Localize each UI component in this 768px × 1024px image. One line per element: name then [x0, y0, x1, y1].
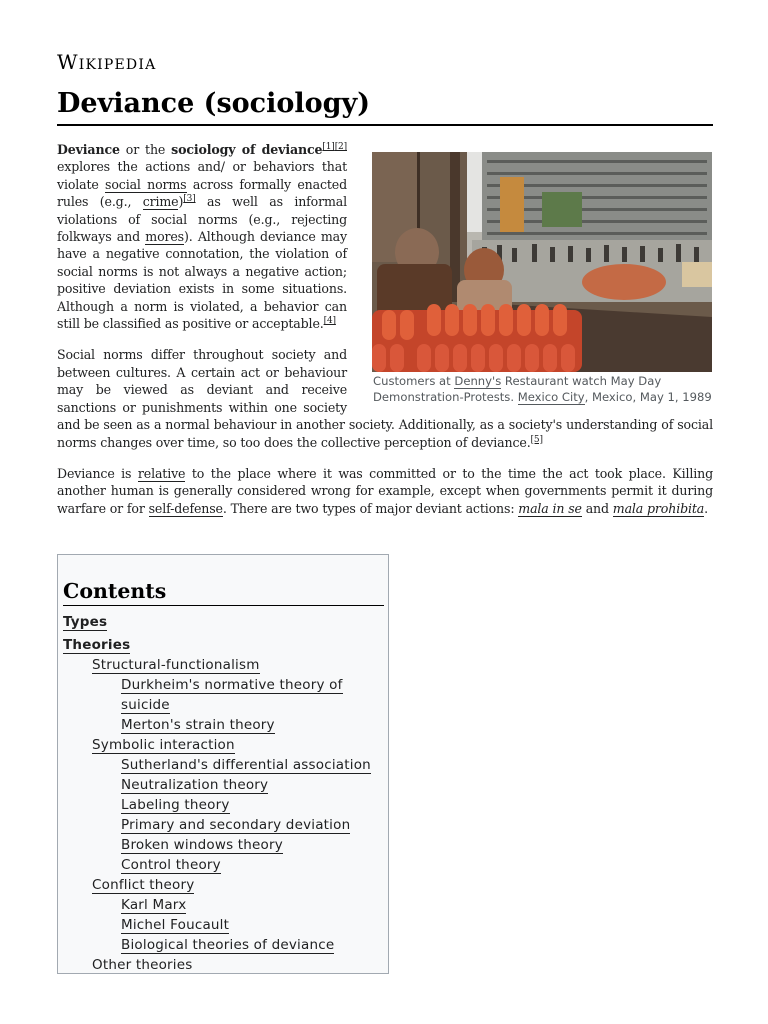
toc-title: Contents: [63, 579, 384, 606]
relative-paragraph: Deviance is relative to the place where it was committed or to the time the act took place. Killing another human is generally considered wrong for example, except when governments permit it during warfare or for self-defense. There are two types of major deviant actions: mala in se and mala prohibita.: [57, 465, 714, 516]
article-body: [57, 141, 713, 531]
toc-item-structural-functionalism[interactable]: Structural-functionalism: [92, 657, 260, 673]
toc-item-foucault[interactable]: Michel Foucault: [121, 917, 230, 933]
restaurant-photo[interactable]: [372, 152, 712, 372]
toc-list: [63, 612, 384, 974]
mala-prohibita-link[interactable]: mala prohibita: [612, 500, 705, 516]
citation-3[interactable]: [3]: [183, 194, 196, 205]
toc-item-other-theories[interactable]: Other theories: [92, 957, 193, 973]
dennys-link[interactable]: Denny's: [454, 374, 502, 388]
citation-4[interactable]: [4]: [323, 316, 336, 327]
toc-item-conflict[interactable]: Conflict theory: [92, 877, 195, 893]
mexico-city-link[interactable]: Mexico City: [517, 390, 585, 405]
toc-item-types[interactable]: Types: [63, 614, 108, 630]
toc-item-symbolic-interaction[interactable]: Symbolic interaction: [92, 737, 235, 753]
toc-item-neutralization[interactable]: Neutralization theory: [121, 777, 269, 793]
toc-item-primary-secondary[interactable]: Primary and secondary deviation: [121, 817, 351, 833]
figure-caption: Customers at Denny's Restaurant watch May Day Demonstration-Protests. Mexico City, Mexico, May 1, 1989: [373, 374, 712, 405]
toc-item-control[interactable]: Control theory: [121, 857, 221, 873]
mala-in-se-link[interactable]: mala in se: [518, 500, 582, 516]
toc-item-biological[interactable]: Biological theories of deviance: [121, 937, 335, 953]
toc-item-sutherland[interactable]: Sutherland's differential association: [121, 757, 371, 773]
toc-item-merton[interactable]: Merton's strain theory: [121, 717, 275, 733]
table-of-contents: [57, 554, 389, 974]
self-defense-link[interactable]: self-defense: [148, 500, 223, 516]
social-norms-link[interactable]: social norms: [105, 176, 187, 192]
citation-1[interactable]: [1]: [322, 142, 335, 152]
relative-link[interactable]: relative: [137, 465, 186, 481]
mores-link[interactable]: mores: [145, 229, 184, 245]
toc-item-theories[interactable]: Theories: [63, 637, 131, 653]
page-title: Deviance (sociology): [57, 86, 713, 126]
toc-item-marx[interactable]: Karl Marx: [121, 897, 187, 913]
crime-link[interactable]: crime: [142, 194, 179, 210]
toc-item-broken-windows[interactable]: Broken windows theory: [121, 837, 283, 853]
figure: [372, 152, 714, 406]
toc-item-labeling[interactable]: Labeling theory: [121, 797, 230, 813]
wikipedia-wordmark[interactable]: Wikipedia: [57, 50, 157, 74]
intro-paragraph: Deviance or the sociology of deviance[1][2] explores the actions and/ or behaviors that violate social norms across formally enacted rules (e.g., crime)[3] as well as informal violations of social norms (e.g., rejecting folkways and mores). Although deviance may have a negative connotation, the violation of social norms is not always a negative action; positive deviation exists in some situations. Although a norm is violated, a behavior can still be classified as positive or acceptable.[4]: [57, 142, 347, 332]
citation-5[interactable]: [5]: [530, 434, 543, 445]
toc-item-durkheim[interactable]: Durkheim's normative theory of suicide: [121, 677, 343, 713]
citation-2[interactable]: [2]: [334, 142, 347, 152]
norms-paragraph: Social norms differ throughout society and between cultures. A certain act or behaviour may be viewed as deviant and receive sanctions or punishments within one society and be seen as a normal behaviour in another society. Additionally, as a society's understanding of social norms changes over time, so too does the collective perception of deviance.[5]: [57, 347, 713, 450]
